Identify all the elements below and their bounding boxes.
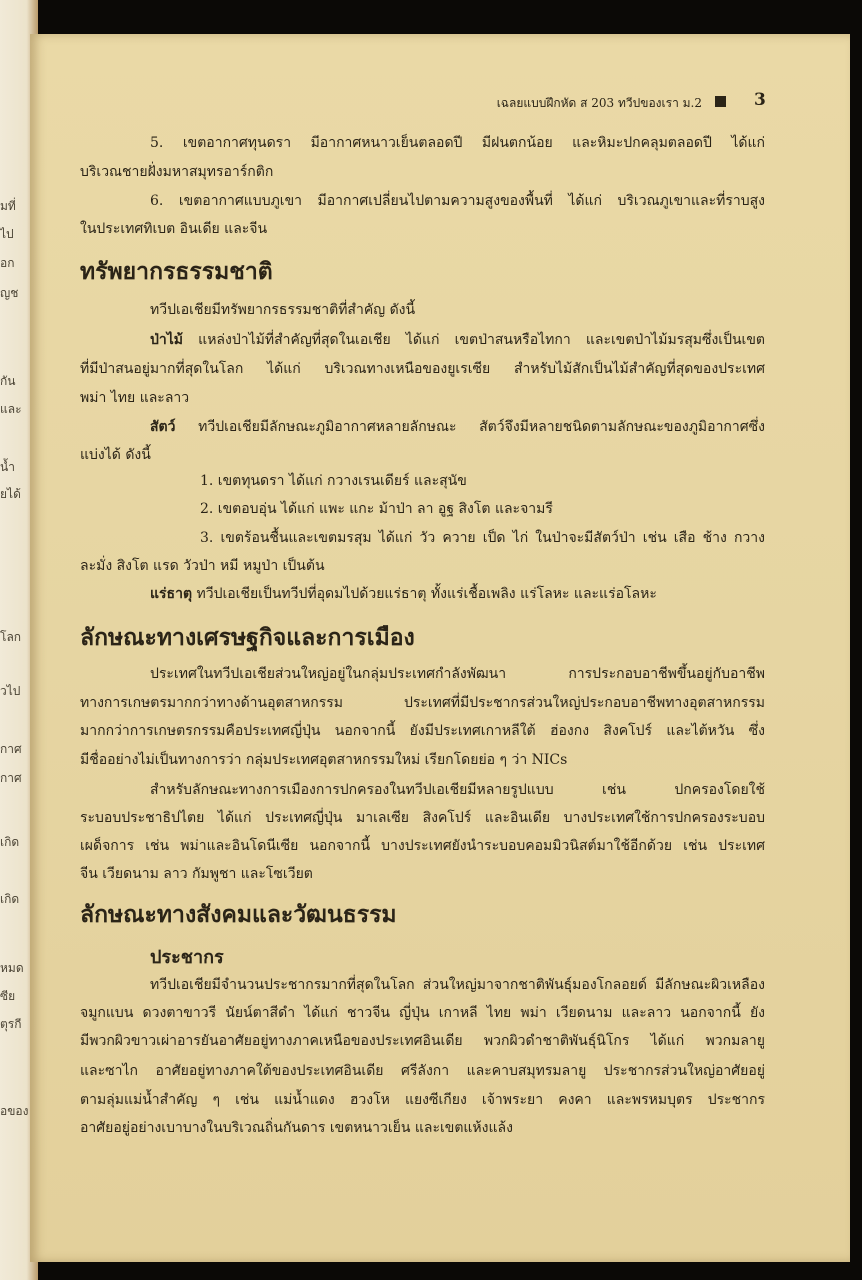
fragment: และ: [0, 402, 22, 416]
term-bold: แร่ธาตุ: [150, 586, 193, 602]
subsection-heading: ประชากร: [150, 947, 224, 968]
fragment: กาศ: [0, 771, 22, 785]
fragment: หมด: [0, 961, 24, 975]
fragment: ญช: [0, 286, 19, 300]
term-bold: ป่าไม้: [150, 332, 184, 348]
text-line: จีน เวียดนาม ลาว กัมพูชา และโซเวียต: [80, 866, 313, 882]
text-line: มีพวกผิวขาวเผ่าอารยันอาศัยอยู่ทางภาคเหนือของประเทศอินเดีย พวกผิวดำชาติพันธุ์นิโกร ได้แก่ พวกมลายู: [80, 1033, 765, 1049]
text-line: อาศัยอยู่อย่างเบาบางในบริเวณถิ่นกันดาร เขตหนาวเย็น และเขตแห้งแล้ง: [80, 1120, 513, 1136]
text-line: ทวีปเอเชียมีจำนวนประชากรมากที่สุดในโลก ส่วนใหญ่มาจากชาติพันธุ์มองโกลอยด์ มีลักษณะผิวเหลือง: [150, 977, 765, 993]
text-line: ที่มีป่าสนอยู่มากที่สุดในโลก ได้แก่ บริเวณทางเหนือของยูเรเซีย สำหรับไม้สักเป็นไม้สำคัญที่สุดของประเทศ: [80, 361, 765, 377]
fragment: กาศ: [0, 742, 22, 756]
text-line: บริเวณชายฝั่งมหาสมุทรอาร์กติก: [80, 164, 274, 180]
text-line: แบ่งได้ ดังนี้: [80, 447, 151, 463]
text: ทวีปเอเชียเป็นทวีปที่อุดมไปด้วยแร่ธาตุ ทั้งแร่เชื้อเพลิง แร่โลหะ และแร่อโลหะ: [192, 586, 657, 602]
term-bold: สัตว์: [150, 419, 176, 435]
text-line: เผด็จการ เช่น พม่าและอินโดนีเซีย นอกจากนี้ บางประเทศยังนำระบอบคอมมิวนิสต์มาใช้อีกด้วย เช่น ประเทศ: [80, 838, 765, 854]
fragment: อของ: [0, 1104, 29, 1118]
fragment: ซีย: [0, 989, 16, 1003]
fragment: โลก: [0, 630, 22, 644]
text-line: ระบอบประชาธิปไตย ได้แก่ ประเทศญี่ปุ่น มาเลเซีย สิงคโปร์ และอินเดีย บางประเทศใช้การปกครองระบอบ: [80, 810, 765, 826]
fragment: ไป: [0, 227, 14, 241]
text-line: สำหรับลักษณะทางการเมืองการปกครองในทวีปเอเชียมีหลายรูปแบบ เช่น ปกครองโดยใช้: [150, 782, 765, 798]
fragment: กัน: [0, 374, 16, 388]
section-heading: ทรัพยากรธรรมชาติ: [80, 259, 273, 285]
fragment: มที่: [0, 199, 16, 213]
square-bullet-icon: [715, 96, 726, 107]
fragment: อก: [0, 256, 15, 270]
list-item: 1. เขตทุนดรา ได้แก่ กวางเรนเดียร์ และสุนัข: [200, 473, 467, 489]
text-line: [150, 330, 765, 350]
text-line: ในประเทศทิเบต อินเดีย และจีน: [80, 221, 268, 237]
fragment: เกิด: [0, 892, 20, 906]
fragment: เกิด: [0, 835, 20, 849]
text-line: ตามลุ่มแม่น้ำสำคัญ ๆ เช่น แม่น้ำแดง ฮวงโห แยงซีเกียง เจ้าพระยา คงคา และพรหมบุตร ประชากร: [80, 1092, 765, 1108]
list-item: 2. เขตอบอุ่น ได้แก่ แพะ แกะ ม้าป่า ลา อูฐ สิงโต และจามรี: [200, 501, 553, 517]
list-item: 3. เขตร้อนชื้นและเขตมรสุม ได้แก่ วัว ควาย เป็ด ไก่ ในป่าจะมีสัตว์ป่า เช่น เสือ ช้าง กวาง: [200, 530, 765, 546]
text-line: พม่า ไทย และลาว: [80, 390, 190, 406]
text-line: มากกว่าการเกษตรกรรมคือประเทศญี่ปุ่น นอกจากนี้ ยังมีประเทศเกาหลีใต้ ฮ่องกง สิงคโปร์ และไต้หวัน ซึ่ง: [80, 723, 765, 739]
fragment: ยได้: [0, 487, 21, 501]
section-heading: ลักษณะทางเศรษฐกิจและการเมือง: [80, 625, 415, 651]
text: ทวีปเอเชียมีลักษณะภูมิอากาศหลายลักษณะ สัตว์จึงมีหลายชนิดตามลักษณะของภูมิอากาศซึ่ง: [175, 419, 765, 435]
section-heading: ลักษณะทางสังคมและวัฒนธรรม: [80, 902, 397, 928]
running-header: เฉลยแบบฝึกหัด ส 203 ทวีปของเรา ม.2: [496, 96, 702, 110]
text: แหล่งป่าไม้ที่สำคัญที่สุดในเอเชีย ได้แก่ เขตป่าสนหรือไทกา และเขตป่าไม้มรสุมซึ่งเป็นเขต: [183, 332, 765, 348]
text-line: [150, 584, 765, 604]
text-line: ละมั่ง สิงโต แรด วัวป่า หมี หมูป่า เป็นต้น: [80, 558, 325, 574]
text-line: และซาไก อาศัยอยู่ทางภาคใต้ของประเทศอินเดีย ศรีลังกา และคาบสมุทรมลายู ประชากรส่วนใหญ่อาศัยอยู่: [80, 1063, 765, 1079]
fragment: น้ำ: [0, 460, 15, 474]
text-line: 6. เขตอากาศแบบภูเขา มีอากาศเปลี่ยนไปตามความสูงของพื้นที่ ได้แก่ บริเวณภูเขาและที่ราบสูง: [150, 193, 765, 209]
text-line: มีชื่ออย่างไม่เป็นทางการว่า กลุ่มประเทศอุตสาหกรรมใหม่ เรียกโดยย่อ ๆ ว่า NICs: [80, 752, 568, 768]
page-number: 3: [754, 90, 766, 110]
text-line: 5. เขตอากาศทุนดรา มีอากาศหนาวเย็นตลอดปี มีฝนตกน้อย และหิมะปกคลุมตลอดปี ได้แก่: [150, 135, 765, 151]
text-line: ประเทศในทวีปเอเชียส่วนใหญ่อยู่ในกลุ่มประเทศกำลังพัฒนา การประกอบอาชีพขึ้นอยู่กับอาชีพ: [150, 666, 765, 682]
fragment: วไป: [0, 684, 21, 698]
fragment: ตุรกี: [0, 1017, 22, 1031]
text-line: [150, 417, 765, 437]
text-line: ทางการเกษตรมากกว่าทางด้านอุตสาหกรรม ประเทศที่มีประชากรส่วนใหญ่ประกอบอาชีพทางอุตสาหกรรม: [80, 695, 765, 711]
text-line: จมูกแบน ดวงตาขาวรี นัยน์ตาสีดำ ได้แก่ ชาวจีน ญี่ปุ่น เกาหลี ไทย พม่า เวียดนาม และลาว นอกจากนี้ ยัง: [80, 1005, 765, 1021]
text-line: ทวีปเอเชียมีทรัพยากรธรรมชาติที่สำคัญ ดังนี้: [150, 302, 416, 318]
